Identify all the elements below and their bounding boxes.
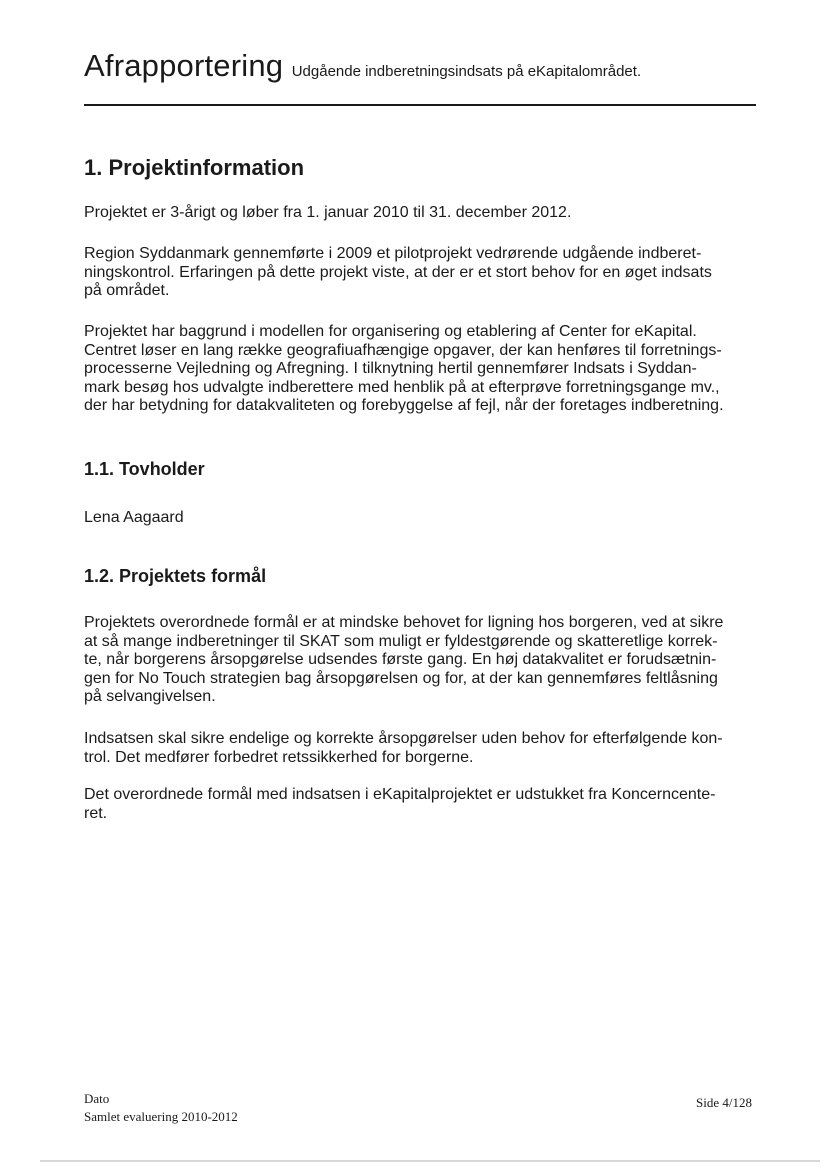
paragraph: Det overordnede formål med indsatsen i eKapitalprojektet er udstukket fra Koncerncente- ret. xyxy=(84,786,716,822)
paragraph: Indsatsen skal sikre endelige og korrekte årsopgørelser uden behov for efterfølgende kon- trol. Det medfører forbedret retssikkerhed for borgerne. xyxy=(84,730,723,766)
paragraph: Region Syddanmark gennemførte i 2009 et pilotprojekt vedrørende udgående indberet- ningskontrol. Erfaringen på dette projekt viste, at der er et stort behov for en øget indsats på området. xyxy=(84,245,712,300)
tovholder-name: Lena Aagaard xyxy=(84,509,184,526)
page-header xyxy=(84,48,756,84)
header-title: Afrapportering xyxy=(84,48,284,83)
paragraph: Projektet er 3-årigt og løber fra 1. januar 2010 til 31. december 2012. xyxy=(84,204,572,221)
header-subtitle: Udgående indberetningsindsats på eKapitalområdet. xyxy=(291,63,642,80)
footer-date-label: Dato xyxy=(84,1091,110,1106)
footer-evaluation: Samlet evaluering 2010-2012 xyxy=(84,1109,238,1124)
page-number: Side 4/128 xyxy=(696,1095,752,1110)
paragraph: Projektet har baggrund i modellen for organisering og etablering af Center for eKapital. Centret løser en lang række geografiuafhængige opgaver, der kan henføres til forretnings- processerne Vejledning og Afregning. I tilknytning hertil gennemfører Indsats i Syddan- mark besøg hos udvalgte indberettere med henblik på at efterprøve forretningsgange mv., der har betydning for datakvaliteten og forebyggelse af fejl, når der foretages indberetning. xyxy=(84,323,724,415)
paragraph: Projektets overordnede formål er at mindske behovet for ligning hos borgeren, ved at sikre at så mange indberetninger til SKAT som muligt er fyldestgørende og skatteretlige korrek- te, når borgerens årsopgørelse udsendes første gang. En høj datakvalitet er forudsætnin- gen for No Touch strategien bag årsopgørelsen og for, at der kan gennemføres feltlåsning på selvangivelsen. xyxy=(84,614,724,706)
header-divider xyxy=(84,104,756,106)
section-heading-projektets-formaal: 1.2. Projektets formål xyxy=(84,566,267,586)
section-heading-projektinformation: 1. Projektinformation xyxy=(84,155,305,180)
section-heading-tovholder: 1.1. Tovholder xyxy=(84,459,205,479)
page-footer-left xyxy=(84,1090,238,1126)
scan-edge xyxy=(40,1160,820,1162)
